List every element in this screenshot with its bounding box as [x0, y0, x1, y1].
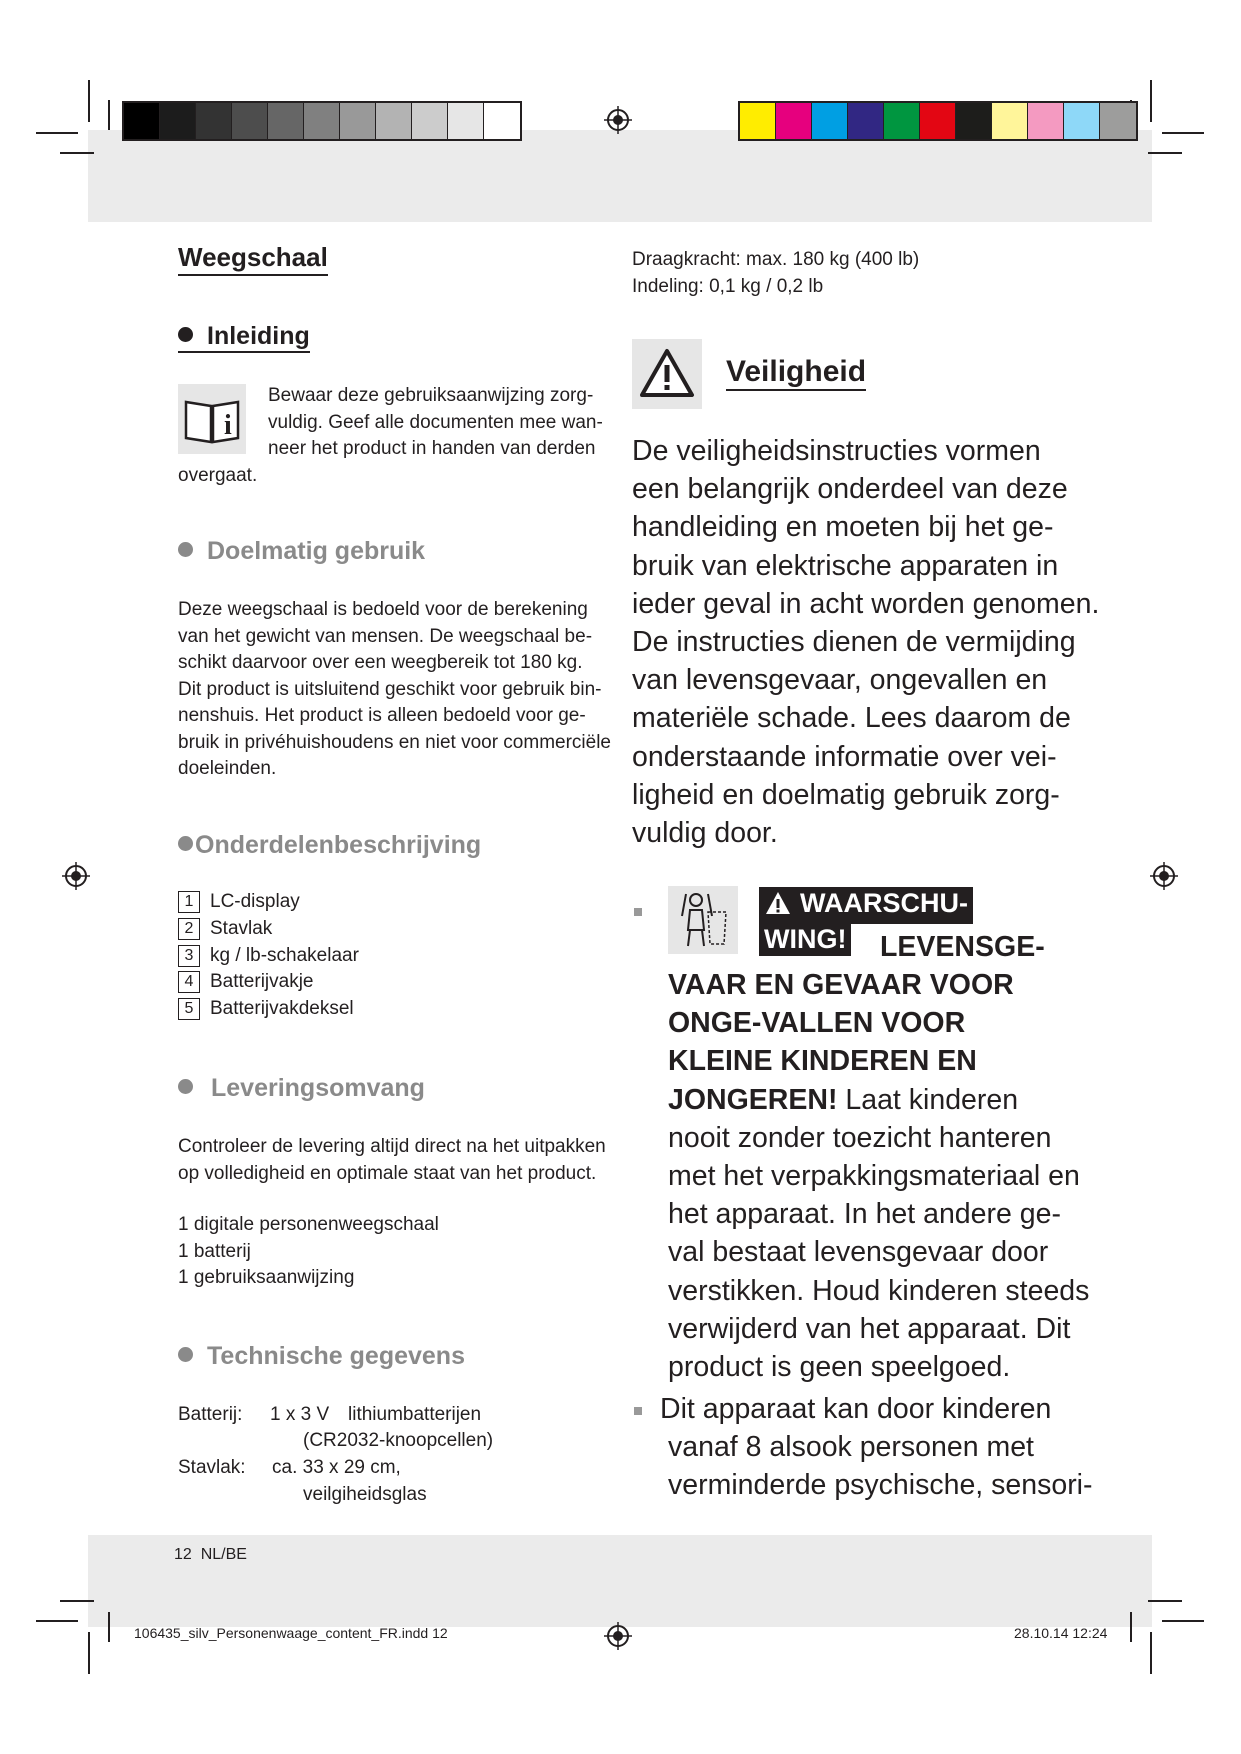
- bullet2-text: vanaf 8 alsook personen met verminderde psychische, sensori-: [668, 1431, 1093, 1502]
- color-swatch: [1100, 103, 1136, 139]
- info-book-icon: [178, 384, 246, 454]
- crop-mark: [1130, 1612, 1132, 1642]
- color-swatch: [1064, 103, 1100, 139]
- list-item: 4 Batterijvakje: [178, 969, 359, 996]
- bullet2-first-line: Dit apparaat kan door kinderen: [660, 1393, 1052, 1425]
- doelmatig-text: Deze weegschaal is bedoeld voor de berekening van het gewicht van mensen. De weegschaal be- schikt daarvoor over een weegbereik tot 180 kg. Dit product is uitsluitend geschikt voor gebruik bin- nenshuis. Het product is alleen bedoeld voor ge- bruik in privéhuishoudens en niet voor commerciële doeleinden.: [178, 599, 612, 779]
- crop-mark: [108, 100, 110, 130]
- color-swatch: [956, 103, 992, 139]
- list-item: 1 LC-display: [178, 889, 359, 916]
- color-swatch: [884, 103, 920, 139]
- color-swatch: [412, 103, 448, 139]
- crop-mark: [1162, 1620, 1204, 1622]
- crop-mark: [1150, 1632, 1152, 1674]
- warning-triangle-icon: [764, 890, 792, 924]
- registration-mark-icon: [604, 1622, 632, 1650]
- color-swatch: [920, 103, 956, 139]
- section-heading-technisch: Technische gegevens: [178, 1342, 465, 1371]
- inleiding-text-end: overgaat.: [178, 465, 258, 486]
- crop-mark: [1150, 80, 1152, 122]
- greyscale-color-bar: [122, 101, 522, 141]
- battery-value: 1 x 3 V: [270, 1404, 330, 1425]
- color-swatch: [340, 103, 376, 139]
- bullet-dot-icon: [178, 836, 193, 851]
- registration-mark-icon: [62, 862, 90, 890]
- stavlak-value: ca. 33 x 29 cm,: [272, 1457, 401, 1478]
- color-swatch: [740, 103, 776, 139]
- color-swatch: [812, 103, 848, 139]
- color-swatch: [196, 103, 232, 139]
- crop-mark: [36, 132, 78, 134]
- bullet-dot-icon: [178, 1347, 193, 1362]
- crop-mark: [88, 1632, 90, 1674]
- indeling-text: Indeling: 0,1 kg / 0,2 lb: [632, 276, 824, 297]
- list-item: 3 kg / lb-schakelaar: [178, 943, 359, 970]
- process-color-bar: [738, 101, 1138, 141]
- battery-type: lithiumbatterijen: [348, 1404, 482, 1425]
- list-item: 1 gebruiksaanwijzing: [178, 1267, 355, 1288]
- color-swatch: [160, 103, 196, 139]
- color-swatch: [268, 103, 304, 139]
- warning-triangle-icon: [632, 339, 702, 409]
- bullet-square-icon: [634, 908, 642, 916]
- bottom-print-band: [88, 1535, 1152, 1627]
- page-number-footer: 12 NL/BE: [174, 1546, 247, 1563]
- color-swatch: [124, 103, 160, 139]
- crop-mark: [1148, 152, 1182, 154]
- color-swatch: [992, 103, 1028, 139]
- inleiding-text: Bewaar deze gebruiksaanwijzing zorg- vuldig. Geef alle documenten mee wan- neer het product in handen van derden: [268, 385, 603, 459]
- color-swatch: [776, 103, 812, 139]
- veiligheid-intro-text: De veiligheidsinstructies vormen een belangrijk onderdeel van deze handleiding en moeten bij het ge- bruik van elektrische apparaten in ieder geval in acht worden genomen. De instructies dienen de vermijding van levensgevaar, ongevallen en materiële schade. Lees daarom de onderstaande informatie over vei- ligheid en doelmatig gebruik zorg- vuldig door.: [632, 435, 1100, 850]
- warning-text: VAAR EN GEVAAR VOOR ONGE-VALLEN VOOR KLEINE KINDEREN EN JONGEREN! Laat kinderen nooit zonder toezicht hanteren met het verpakkingsmateriaal en het apparaat. In het andere ge- val bestaat levensgevaar door verstikken. Houd kinderen steeds verwijderd van het apparaat. Dit product is geen speelgoed.: [668, 969, 1090, 1384]
- crop-mark: [1162, 132, 1204, 134]
- bullet-dot-icon: [178, 327, 193, 342]
- parts-list: [178, 889, 359, 1023]
- crop-mark: [1148, 1600, 1182, 1602]
- section-heading-doelmatig: Doelmatig gebruik: [178, 537, 425, 566]
- crop-mark: [60, 152, 94, 154]
- stavlak-label: Stavlak:: [178, 1457, 246, 1478]
- levering-items: [178, 1212, 439, 1292]
- registration-mark-icon: [604, 106, 632, 134]
- top-print-band: [88, 130, 1152, 222]
- list-item: 1 digitale personenweegschaal: [178, 1214, 439, 1235]
- color-swatch: [1028, 103, 1064, 139]
- warning-label-end: WING!: [759, 923, 851, 956]
- list-item: 2 Stavlak: [178, 916, 359, 943]
- color-swatch: [448, 103, 484, 139]
- crop-mark: [60, 1600, 94, 1602]
- levering-intro: Controleer de levering altijd direct na het uitpakken op volledigheid en optimale staat van het product.: [178, 1136, 606, 1184]
- svg-text:i: i: [224, 410, 232, 441]
- battery-label: Batterij:: [178, 1404, 243, 1425]
- bullet-square-icon: [634, 1407, 642, 1415]
- section-heading-veiligheid: Veiligheid: [726, 355, 866, 391]
- section-heading-onderdelen: Onderdelenbeschrijving: [178, 831, 481, 860]
- date-slug: 28.10.14 12:24: [1014, 1625, 1108, 1641]
- file-slug: 106435_silv_Personenwaage_content_FR.indd 12: [134, 1625, 448, 1641]
- draagkracht-text: Draagkracht: max. 180 kg (400 lb): [632, 249, 920, 270]
- warning-label: WAARSCHU-: [759, 887, 973, 924]
- list-item: 1 batterij: [178, 1240, 251, 1262]
- section-heading-inleiding: Inleiding: [178, 322, 310, 353]
- page-title: Weegschaal: [178, 242, 328, 276]
- list-item: 5 Batterijvakdeksel: [178, 996, 359, 1023]
- bullet-dot-icon: [178, 1079, 193, 1094]
- bullet-dot-icon: [178, 542, 193, 557]
- child-packaging-warning-icon: [668, 886, 738, 954]
- stavlak-material: veilgiheidsglas: [303, 1484, 427, 1505]
- battery-cells: (CR2032-knoopcellen): [303, 1430, 494, 1451]
- color-swatch: [848, 103, 884, 139]
- registration-mark-icon: [1150, 862, 1178, 890]
- crop-mark: [88, 80, 90, 122]
- color-swatch: [376, 103, 412, 139]
- crop-mark: [36, 1620, 78, 1622]
- warning-bold-text: LEVENSGE-: [880, 931, 1045, 963]
- color-swatch: [232, 103, 268, 139]
- color-swatch: [484, 103, 520, 139]
- section-heading-levering: Leveringsomvang: [178, 1074, 425, 1103]
- crop-mark: [108, 1612, 110, 1642]
- color-swatch: [304, 103, 340, 139]
